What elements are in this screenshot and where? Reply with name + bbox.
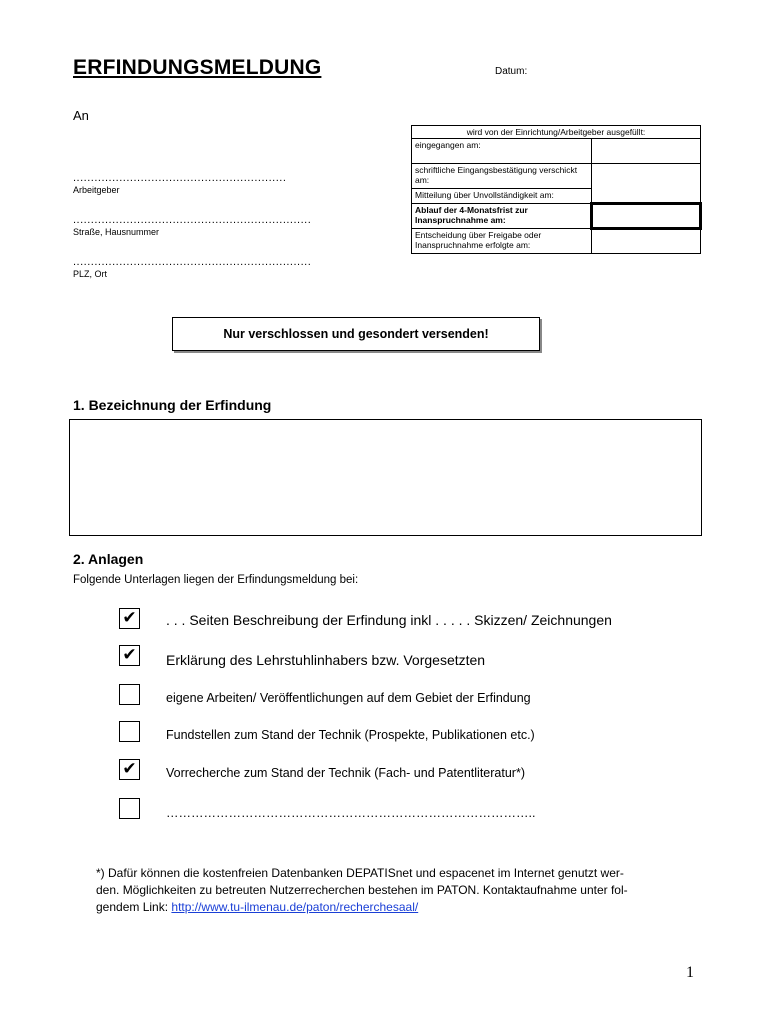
street-dotted-line: ................................................................... bbox=[73, 214, 312, 226]
attachments-intro: Folgende Unterlagen liegen der Erfindungsmeldung bei: bbox=[73, 574, 359, 586]
page-number: 1 bbox=[686, 964, 694, 981]
footnote bbox=[96, 865, 706, 916]
decision-label: Entscheidung über Freigabe oder Inanspruchnahme erfolgte am: bbox=[412, 229, 592, 254]
section1-heading: 1. Bezeichnung der Erfindung bbox=[73, 397, 272, 413]
confirmation-field[interactable] bbox=[592, 164, 701, 204]
attachment-label-supervisor: Erklärung des Lehrstuhlinhabers bzw. Vorgesetzten bbox=[166, 652, 486, 668]
footnote-link-prefix: gendem Link: bbox=[96, 900, 172, 914]
checkmark-icon: ✔ bbox=[122, 608, 137, 628]
section2-heading: 2. Anlagen bbox=[73, 551, 144, 567]
confirmation-label: schriftliche Eingangsbestätigung verschickt am: bbox=[412, 164, 592, 189]
attachment-checkbox-description[interactable] bbox=[119, 608, 140, 629]
attachment-checkbox-search[interactable] bbox=[119, 759, 140, 780]
attachment-label-prior-art: Fundstellen zum Stand der Technik (Prospekte, Publikationen etc.) bbox=[166, 728, 535, 742]
deadline-label: Ablauf der 4-Monatsfrist zur Inanspruchnahme am: bbox=[412, 204, 592, 229]
employer-dotted-line: ............................................................ bbox=[73, 172, 287, 184]
incomplete-label: Mitteilung über Unvollständigkeit am: bbox=[412, 189, 592, 204]
footnote-line: den. Möglichkeiten zu betreuten Nutzerrecherchen bestehen im PATON. Kontaktaufnahme unter fol- bbox=[96, 883, 628, 897]
city-dotted-line: ................................................................... bbox=[73, 256, 312, 268]
attachment-label-publications: eigene Arbeiten/ Veröffentlichungen auf dem Gebiet der Erfindung bbox=[166, 691, 531, 705]
attachment-checkbox-publications[interactable] bbox=[119, 684, 140, 705]
street-label: Straße, Hausnummer bbox=[73, 227, 160, 237]
received-field[interactable] bbox=[592, 139, 701, 164]
attachment-checkbox-supervisor[interactable] bbox=[119, 645, 140, 666]
received-label: eingegangen am: bbox=[412, 139, 592, 164]
attachment-checkbox-prior-art[interactable] bbox=[119, 721, 140, 742]
checkmark-icon: ✔ bbox=[122, 759, 137, 779]
attachment-checkbox-other[interactable] bbox=[119, 798, 140, 819]
city-label: PLZ, Ort bbox=[73, 269, 108, 279]
attachment-label-other: …………………………………………………………………………….. bbox=[166, 806, 536, 820]
footnote-line: *) Dafür können die kostenfreien Datenbanken DEPATISnet und espacenet im Internet genutzt wer- bbox=[96, 866, 624, 880]
invention-title-field[interactable] bbox=[69, 419, 702, 536]
attachment-label-search: Vorrecherche zum Stand der Technik (Fach- und Patentliteratur*) bbox=[166, 766, 525, 780]
employer-label: Arbeitgeber bbox=[73, 185, 120, 195]
decision-field[interactable] bbox=[592, 229, 701, 254]
notice-box bbox=[172, 317, 540, 351]
attachment-label-description: . . . Seiten Beschreibung der Erfindung inkl . . . . . Skizzen/ Zeichnungen bbox=[166, 612, 612, 628]
registration-header: wird von der Einrichtung/Arbeitgeber ausgefüllt: bbox=[412, 126, 701, 139]
page-title: ERFINDUNGSMELDUNG bbox=[73, 56, 322, 79]
checkmark-icon: ✔ bbox=[122, 645, 137, 665]
recipient-label: An bbox=[73, 108, 89, 123]
registration-table bbox=[411, 125, 702, 254]
footnote-line bbox=[96, 899, 706, 916]
paton-link[interactable]: http://www.tu-ilmenau.de/paton/recherchesaal/ bbox=[171, 900, 419, 914]
deadline-field[interactable] bbox=[592, 204, 701, 229]
date-label: Datum: bbox=[495, 66, 528, 77]
notice-text: Nur verschlossen und gesondert versenden! bbox=[223, 327, 489, 341]
